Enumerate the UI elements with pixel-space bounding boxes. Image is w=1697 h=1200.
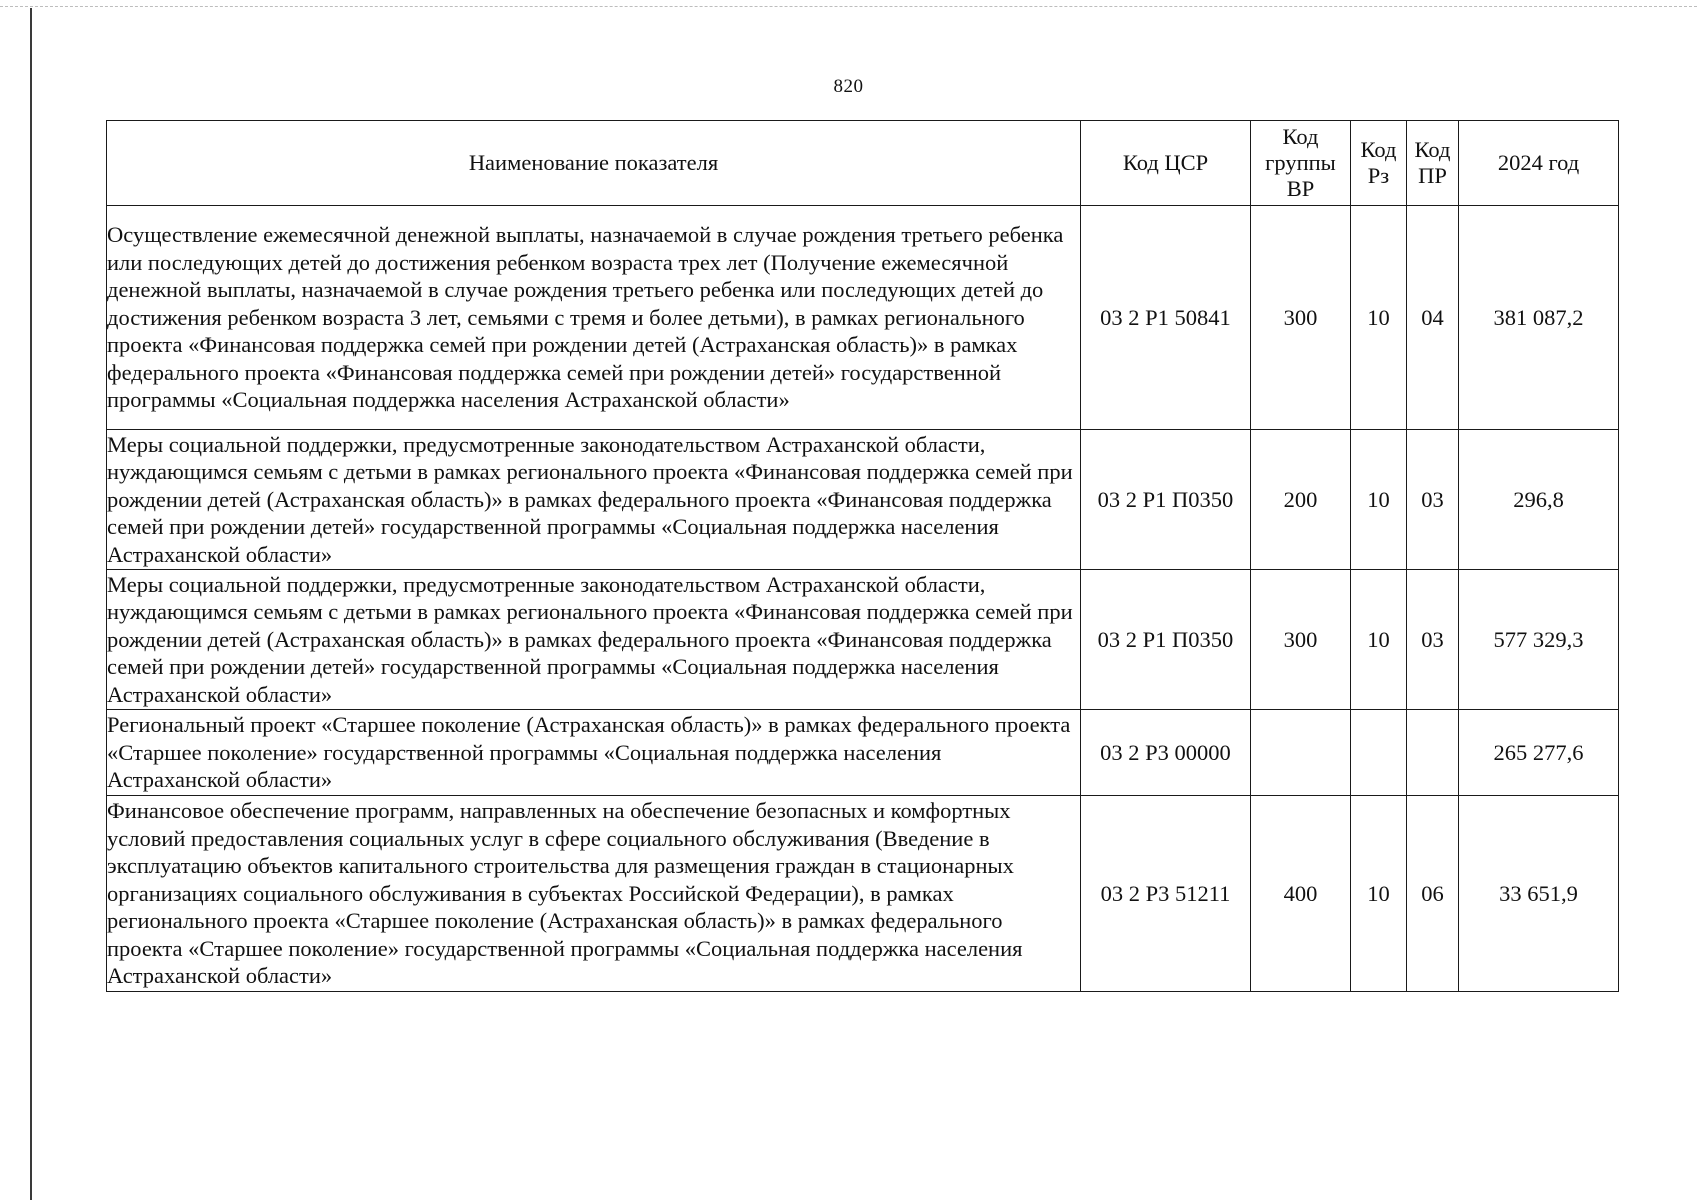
header-year: 2024 год [1459,121,1619,206]
cell-amount: 381 087,2 [1459,206,1619,430]
table-row [107,796,1619,992]
header-pr: Код ПР [1407,121,1459,206]
cell-vr: 300 [1251,206,1351,430]
cell-name: Региональный проект «Старшее поколение (Астраханская область)» в рамках федерального проекта «Старшее поколение» государственной программы «Социальная поддержка населения Астраханской области» [107,710,1081,796]
cell-amount: 577 329,3 [1459,570,1619,710]
cell-vr: 200 [1251,430,1351,570]
cell-rz: 10 [1351,570,1407,710]
cell-csr: 03 2 P1 П0350 [1081,570,1251,710]
cell-amount: 296,8 [1459,430,1619,570]
scan-top-edge [0,6,1697,7]
cell-amount: 33 651,9 [1459,796,1619,992]
table-row [107,206,1619,430]
table-row [107,710,1619,796]
cell-vr: 400 [1251,796,1351,992]
cell-rz: 10 [1351,206,1407,430]
cell-csr: 03 2 P1 50841 [1081,206,1251,430]
header-rz: Код Рз [1351,121,1407,206]
budget-table [106,120,1619,992]
cell-csr: 03 2 P1 П0350 [1081,430,1251,570]
cell-name: Финансовое обеспечение программ, направленных на обеспечение безопасных и комфортных условий предоставления социальных услуг в сфере социального обслуживания (Введение в эксплуатацию объектов капитального строительства для размещения граждан в стационарных организациях социального обслуживания в субъектах Российской Федерации), в рамках регионального проекта «Старшее поколение (Астраханская область)» в рамках федерального проекта «Старшее поколение» государственной программы «Социальная поддержка населения Астраханской области» [107,796,1081,992]
cell-name: Осуществление ежемесячной денежной выплаты, назначаемой в случае рождения третьего ребенка или последующих детей до достижения ребенком возраста трех лет (Получение ежемесячной денежной выплаты, назначаемой в случае рождения третьего ребенка или последующих детей до достижения ребенком возраста 3 лет, семьями с тремя и более детьми), в рамках регионального проекта «Финансовая поддержка семей при рождении детей (Астраханская область)» в рамках федерального проекта «Финансовая поддержка семей при рождении детей» государственной программы «Социальная поддержка населения Астраханской области» [107,206,1081,430]
cell-name: Меры социальной поддержки, предусмотренные законодательством Астраханской области, нуждающимся семьям с детьми в рамках регионального проекта «Финансовая поддержка семей при рождении детей (Астраханская область)» в рамках федерального проекта «Финансовая поддержка семей при рождении детей» государственной программы «Социальная поддержка населения Астраханской области» [107,430,1081,570]
cell-pr: 06 [1407,796,1459,992]
cell-csr: 03 2 P3 00000 [1081,710,1251,796]
header-vr: Код группы ВР [1251,121,1351,206]
cell-vr: 300 [1251,570,1351,710]
cell-pr: 03 [1407,570,1459,710]
table-row [107,430,1619,570]
page-number: 820 [833,76,864,97]
cell-rz: 10 [1351,796,1407,992]
cell-name: Меры социальной поддержки, предусмотренные законодательством Астраханской области, нуждающимся семьям с детьми в рамках регионального проекта «Финансовая поддержка семей при рождении детей (Астраханская область)» в рамках федерального проекта «Финансовая поддержка семей при рождении детей» государственной программы «Социальная поддержка населения Астраханской области» [107,570,1081,710]
cell-pr [1407,710,1459,796]
table-row [107,570,1619,710]
table-header-row [107,121,1619,206]
cell-csr: 03 2 P3 51211 [1081,796,1251,992]
cell-vr [1251,710,1351,796]
header-csr: Код ЦСР [1081,121,1251,206]
scan-left-edge [30,8,32,1200]
cell-pr: 04 [1407,206,1459,430]
cell-rz: 10 [1351,430,1407,570]
cell-rz [1351,710,1407,796]
header-name: Наименование показателя [107,121,1081,206]
cell-pr: 03 [1407,430,1459,570]
cell-amount: 265 277,6 [1459,710,1619,796]
